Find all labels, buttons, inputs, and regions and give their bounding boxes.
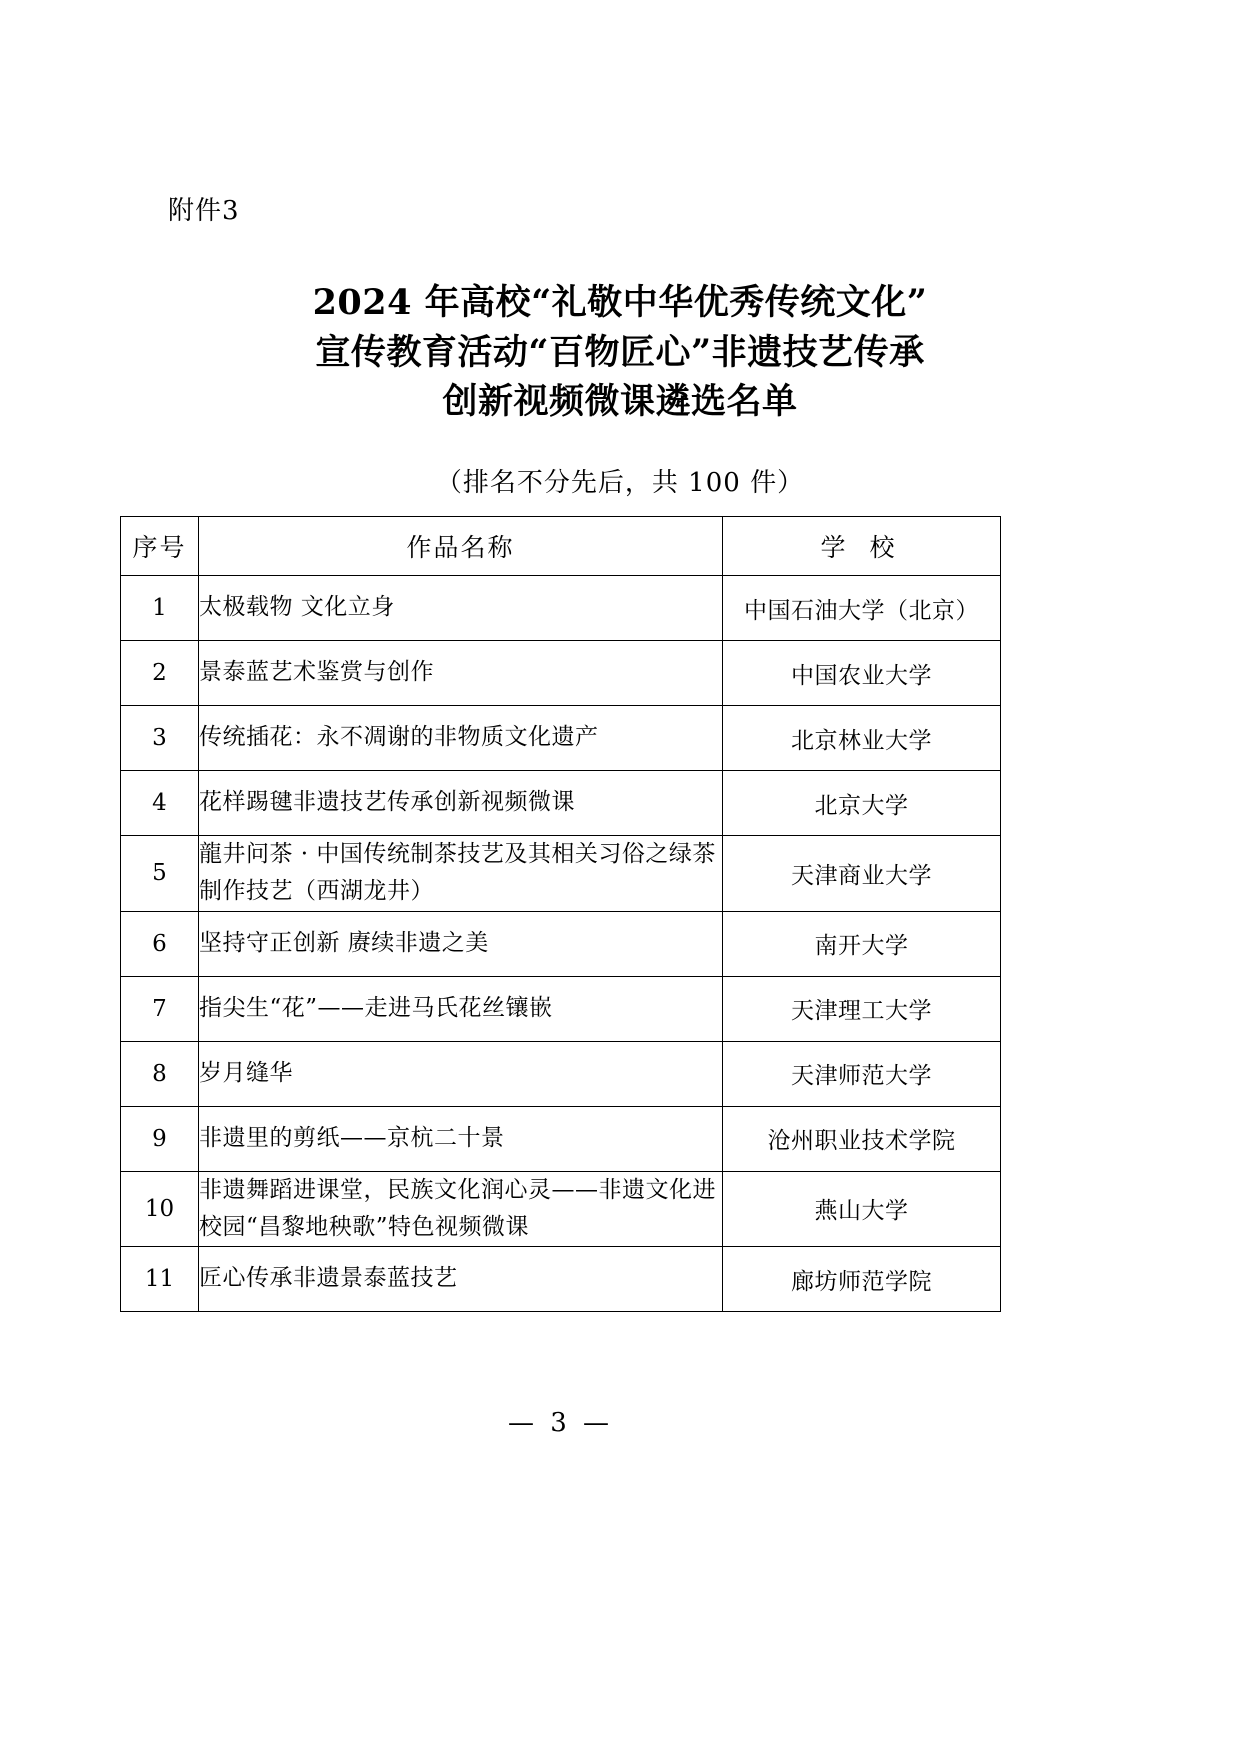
table-row <box>121 1106 1001 1171</box>
cell-title: 非遗里的剪纸——京杭二十景 <box>199 1106 723 1171</box>
cell-title: 景泰蓝艺术鉴赏与创作 <box>199 641 723 706</box>
cell-title: 匠心传承非遗景泰蓝技艺 <box>199 1247 723 1312</box>
cell-title: 龍井问茶 · 中国传统制茶技艺及其相关习俗之绿茶制作技艺（西湖龙井） <box>199 836 723 912</box>
cell-title: 指尖生“花”——走进马氏花丝镶嵌 <box>199 976 723 1041</box>
cell-no: 9 <box>121 1106 199 1171</box>
cell-school: 中国石油大学（北京） <box>723 576 1001 641</box>
page-number: — 3 — <box>507 1408 614 1438</box>
cell-no: 6 <box>121 911 199 976</box>
cell-title: 岁月缝华 <box>199 1041 723 1106</box>
cell-school: 廊坊师范学院 <box>723 1247 1001 1312</box>
table-row <box>121 641 1001 706</box>
title-line-3: 创新视频微课遴选名单 <box>442 381 798 423</box>
cell-title: 非遗舞蹈进课堂，民族文化润心灵——非遗文化进校园“昌黎地秧歌”特色视频微课 <box>199 1171 723 1247</box>
column-header-title: 作品名称 <box>199 517 723 576</box>
cell-school: 北京林业大学 <box>723 706 1001 771</box>
title-line-1: 2024 年高校“礼敬中华优秀传统文化” <box>312 282 928 323</box>
document-subtitle: （排名不分先后，共 100 件） <box>435 468 805 498</box>
table-row <box>121 576 1001 641</box>
table-row <box>121 836 1001 912</box>
cell-school: 天津商业大学 <box>723 836 1001 912</box>
table-row <box>121 911 1001 976</box>
cell-school: 南开大学 <box>723 911 1001 976</box>
page-title <box>190 278 1050 427</box>
cell-no: 4 <box>121 771 199 836</box>
table-row <box>121 1247 1001 1312</box>
cell-no: 11 <box>121 1247 199 1312</box>
cell-title: 太极载物 文化立身 <box>199 576 723 641</box>
cell-no: 10 <box>121 1171 199 1247</box>
title-line-2: 宣传教育活动“百物匠心”非遗技艺传承 <box>315 331 925 373</box>
cell-school: 天津理工大学 <box>723 976 1001 1041</box>
cell-no: 8 <box>121 1041 199 1106</box>
cell-title: 花样踢毽非遗技艺传承创新视频微课 <box>199 771 723 836</box>
table-row <box>121 771 1001 836</box>
column-header-no: 序号 <box>121 517 199 576</box>
cell-school: 沧州职业技术学院 <box>723 1106 1001 1171</box>
cell-no: 2 <box>121 641 199 706</box>
table-header-row <box>121 517 1001 576</box>
table-row <box>121 706 1001 771</box>
cell-school: 天津师范大学 <box>723 1041 1001 1106</box>
cell-school: 北京大学 <box>723 771 1001 836</box>
table-row <box>121 976 1001 1041</box>
cell-title: 坚持守正创新 赓续非遗之美 <box>199 911 723 976</box>
selection-list-table <box>120 516 1001 1312</box>
attachment-label: 附件3 <box>168 196 240 226</box>
cell-no: 5 <box>121 836 199 912</box>
table-row <box>121 1041 1001 1106</box>
cell-no: 1 <box>121 576 199 641</box>
cell-title: 传统插花：永不凋谢的非物质文化遗产 <box>199 706 723 771</box>
cell-school: 燕山大学 <box>723 1171 1001 1247</box>
column-header-school: 学 校 <box>723 517 1001 576</box>
table-row <box>121 1171 1001 1247</box>
cell-school: 中国农业大学 <box>723 641 1001 706</box>
cell-no: 7 <box>121 976 199 1041</box>
cell-no: 3 <box>121 706 199 771</box>
